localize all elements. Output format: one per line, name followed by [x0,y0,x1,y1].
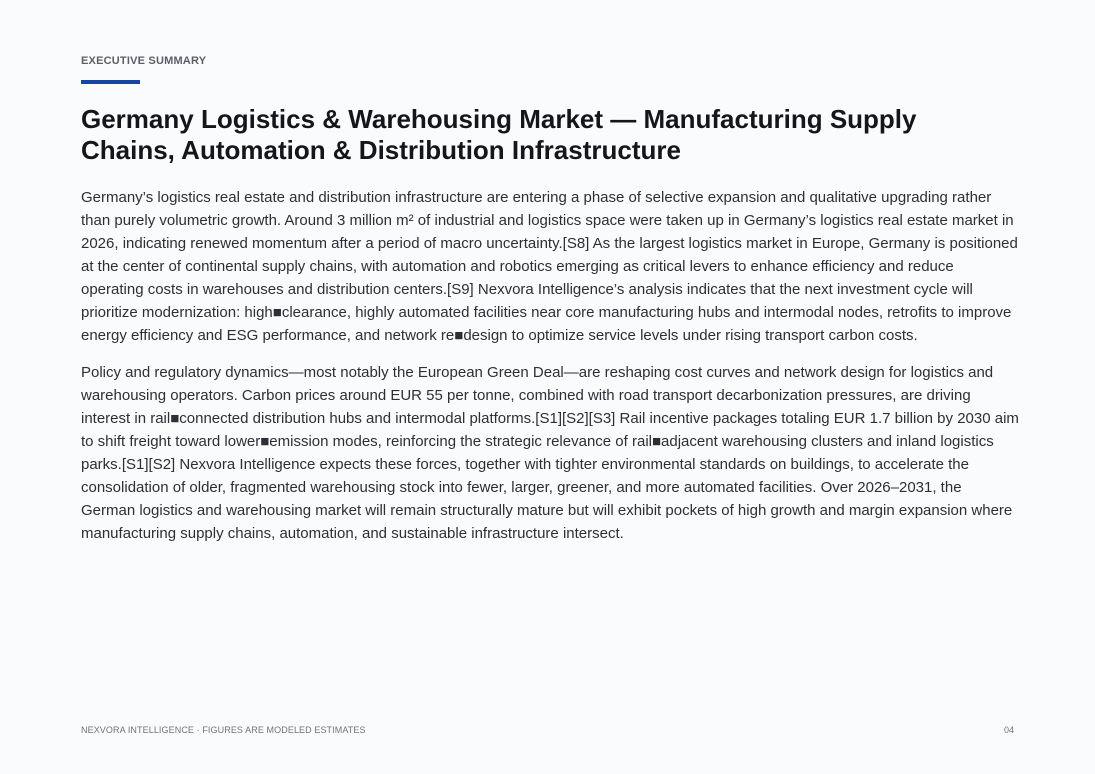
body-text [81,186,1019,559]
paragraph-2: Policy and regulatory dynamics—most notably the European Green Deal—are reshaping cost curves and network design for logistics and warehousing operators. Carbon prices around EUR 55 per tonne, combined with road transport decarbonization pressures, are driving interest in rail■connected distribution hubs and intermodal platforms.[S1][S2][S3] Rail incentive packages totaling EUR 1.7 billion by 2030 aim to shift freight toward lower■emission modes, reinforcing the strategic relevance of rail■adjacent warehousing clusters and inland logistics parks.[S1][S2] Nexvora Intelligence expects these forces, together with tighter environmental standards on buildings, to accelerate the consolidation of older, fragmented warehousing stock into fewer, larger, greener, and more automated facilities. Over 2026–2031, the German logistics and warehousing market will remain structurally mature but will exhibit pockets of high growth and margin expansion where manufacturing supply chains, automation, and sustainable infrastructure intersect. [81,364,1019,542]
page-title: Germany Logistics & Warehousing Market — Manufacturing Supply Chains, Automation & Distribution Infrastructure [81,104,917,165]
section-label: EXECUTIVE SUMMARY [81,55,207,67]
footer-source-note: NEXVORA INTELLIGENCE · FIGURES ARE MODELED ESTIMATES [81,725,366,735]
paragraph-1: Germany’s logistics real estate and distribution infrastructure are entering a phase of selective expansion and qualitative upgrading rather than purely volumetric growth. Around 3 million m² of industrial and logistics space were taken up in Germany’s logistics real estate market in 2026, indicating renewed momentum after a period of macro uncertainty.[S8] As the largest logistics market in Europe, Germany is positioned at the center of continental supply chains, with automation and robotics emerging as critical levers to enhance efficiency and reduce operating costs in warehouses and distribution centers.[S9] Nexvora Intelligence’s analysis indicates that the next investment cycle will prioritize modernization: high■clearance, highly automated facilities near core manufacturing hubs and intermodal nodes, retrofits to improve energy efficiency and ESG performance, and network re■design to optimize service levels under rising transport carbon costs. [81,189,1018,344]
accent-bar [81,80,140,84]
page-number: 04 [1003,725,1014,735]
